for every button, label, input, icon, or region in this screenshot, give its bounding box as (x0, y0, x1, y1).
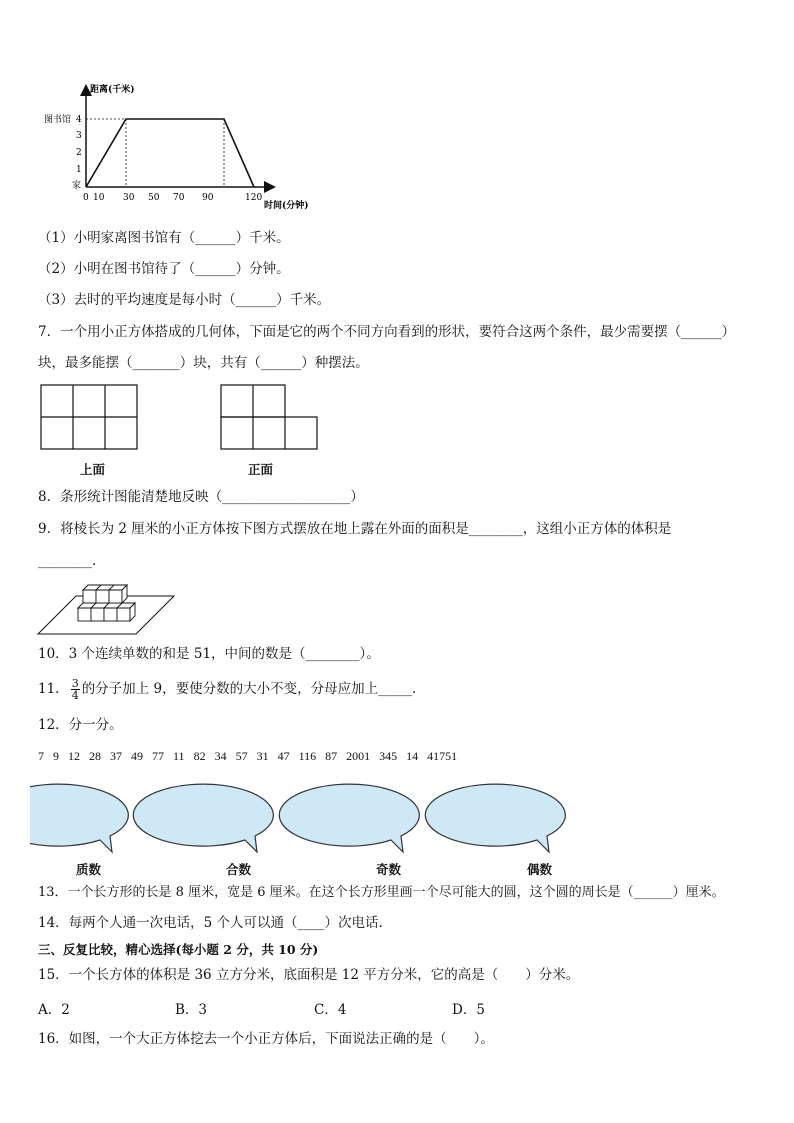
number-item: 77 (152, 749, 164, 763)
number-list (38, 749, 466, 764)
q11-prefix: 11． (38, 681, 69, 697)
number-item: 87 (325, 749, 338, 763)
y-label-home: 家 (72, 181, 82, 191)
q15-option-c: C．4 (314, 1002, 347, 1018)
x-label-70: 70 (173, 193, 185, 203)
y-label-2: 2 (76, 148, 82, 158)
y-label-4: 4 (76, 115, 82, 125)
y-label-1: 1 (76, 165, 82, 175)
x-axis-title: 时间(分钟) (264, 201, 309, 211)
number-item: 57 (235, 749, 248, 763)
top-view-grid (40, 384, 140, 450)
bubble-prime (30, 784, 128, 852)
q7-line2: 块，最多能摆（_______）块，共有（______）种摆法。 (38, 355, 369, 371)
bubble-even (425, 784, 565, 852)
number-item: 2001 (346, 749, 371, 763)
bubble-odd (279, 784, 419, 852)
y-label-3: 3 (76, 131, 82, 141)
bubble-composite (133, 784, 273, 852)
q15-option-b: B．3 (175, 1002, 208, 1018)
number-item: 417 (427, 749, 446, 763)
number-item: 28 (89, 749, 101, 763)
y-axis-title: 距离(千米) (90, 85, 135, 95)
top-view-label: 上面 (80, 462, 106, 477)
fraction-three-quarters (71, 678, 80, 701)
number-item: 49 (131, 749, 143, 763)
number-item: 51 (445, 749, 458, 763)
q13-text: 13．一个长方形的长是 8 厘米，宽是 6 厘米。在这个长方形里画一个尽可能大的圆，这个圆的周长是（______）厘米。 (38, 885, 725, 900)
bubble-label-even: 偶数 (527, 862, 553, 877)
front-view-grid (220, 384, 320, 450)
front-view-label: 正面 (248, 462, 274, 477)
q9-line1: 9．将棱长为 2 厘米的小正方体按下图方式摆放在地上露在外面的面积是________，这组小正方体的体积是 (38, 521, 672, 537)
q16-text: 16．如图，一个大正方体挖去一个小正方体后，下面说法正确的是（ ）。 (38, 1031, 494, 1047)
q6-part1: （1）小明家离图书馆有（______）千米。 (38, 230, 290, 246)
bubble-label-composite: 合数 (226, 862, 252, 877)
q12-title: 12．分一分。 (38, 717, 123, 733)
q7-line1: 7．一个用小正方体搭成的几何体，下面是它的两个不同方向看到的形状，要符合这两个条件，最少需要摆（______） (38, 324, 736, 340)
cubes-on-ground-figure (36, 574, 176, 638)
section-3-heading: 三、反复比较，精心选择(每小题 2 分，共 10 分) (38, 942, 319, 957)
fraction-numerator: 3 (71, 677, 79, 690)
q11-suffix: 的分子加上 9，要使分数的大小不变，分母应加上_____. (81, 681, 417, 697)
number-item: 37 (110, 749, 122, 763)
x-label-120: 120 (245, 193, 263, 203)
bubble-label-prime: 质数 (76, 862, 102, 877)
q15-text: 15．一个长方体的体积是 36 立方分米，底面积是 12 平方分米，它的高是（ ）分米。 (38, 967, 580, 983)
number-item: 345 (379, 749, 398, 763)
number-item: 82 (193, 749, 206, 763)
q11-text (38, 677, 416, 701)
journey-line (86, 119, 254, 187)
speech-bubbles (30, 770, 630, 854)
x-label-90: 90 (202, 193, 214, 203)
x-label-10: 10 (93, 193, 105, 203)
x-label-50: 50 (148, 193, 160, 203)
q8-text: 8．条形统计图能清楚地反映（___________________） (38, 489, 364, 505)
q14-text: 14．每两个人通一次电话，5 个人可以通（____）次电话. (38, 915, 383, 931)
x-label-0: 0 (83, 193, 89, 203)
q15-option-d: D．5 (452, 1002, 485, 1018)
number-item: 9 (53, 749, 59, 763)
q15-option-a: A．2 (38, 1002, 70, 1018)
fraction-denominator: 4 (71, 689, 79, 702)
number-item: 116 (298, 749, 317, 763)
q10-text: 10．3 个连续单数的和是 51，中间的数是（________）。 (38, 646, 380, 662)
number-item: 12 (68, 749, 80, 763)
number-item: 11 (173, 749, 185, 763)
number-item: 34 (214, 749, 227, 763)
number-item: 14 (406, 749, 419, 763)
q9-line2: ________. (38, 553, 97, 569)
bubble-label-odd: 奇数 (376, 862, 402, 877)
number-item: 7 (38, 749, 44, 763)
distance-time-graph (40, 80, 330, 215)
x-label-30: 30 (123, 193, 135, 203)
number-item: 47 (277, 749, 290, 763)
q6-part3: （3）去时的平均速度是每小时（______）千米。 (38, 292, 331, 308)
q6-part2: （2）小明在图书馆待了（______）分钟。 (38, 261, 290, 277)
y-label-library: 图书馆 (44, 115, 72, 125)
number-item: 31 (256, 749, 269, 763)
